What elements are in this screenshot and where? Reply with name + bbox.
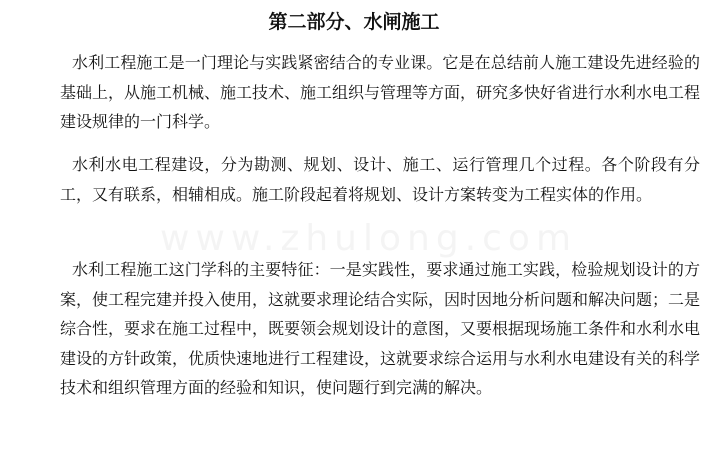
section-title: 第二部分、水闸施工 (268, 11, 440, 33)
paragraph-3: 水利工程施工这门学科的主要特征：一是实践性，要求通过施工实践，检验规划设计的方案，使工程完建并投入使用，这就要求理论结合实际，因时因地分析问题和解决问题；二是综合性，要求在施工过程中，既要领会规划设计的意图，又要根据现场施工条件和水利水电建设的方针政策，优质快速地进行工程建设，这就要求综合运用与水利水电建设有关的科学技术和组织管理方面的经验和知识，使问题行到完满的解决。 (60, 260, 701, 397)
watermark: www.zhulong.com (160, 218, 578, 259)
paragraph-2: 水利水电工程建设，分为勘测、规划、设计、施工、运行管理几个过程。各个阶段有分工，又有联系，相辅相成。施工阶段起着将规划、设计方案转变为工程实体的作用。 (60, 155, 700, 204)
paragraph-1: 水利工程施工是一门理论与实践紧密结合的专业课。它是在总结前人施工建设先进经验的基础上，从施工机械、施工技术、施工组织与管理等方面，研究多快好省进行水利水电工程建设规律的一门科学。 (60, 53, 701, 131)
